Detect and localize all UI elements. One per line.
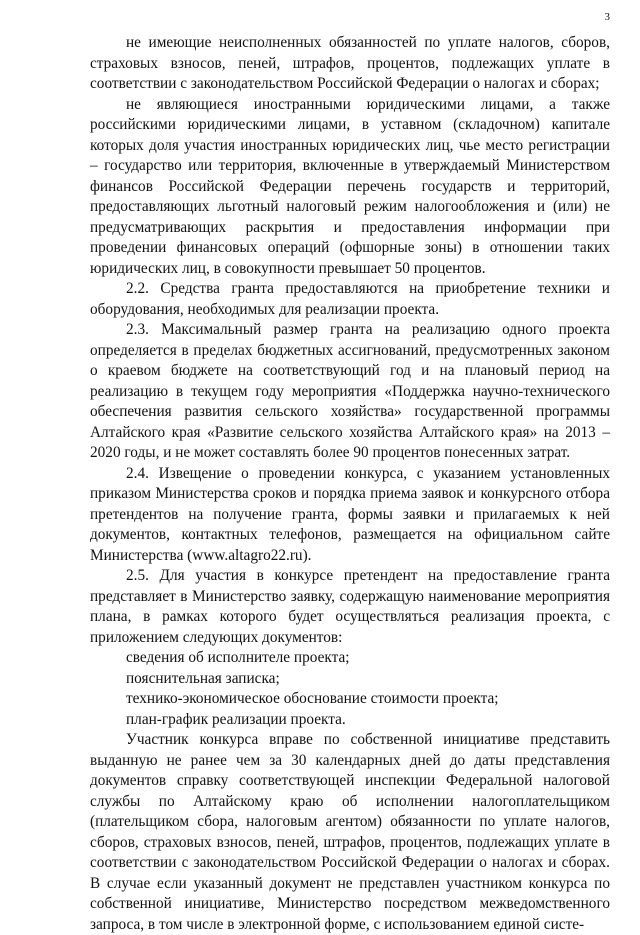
paragraph-not-foreign-entities: не являющиеся иностранными юридическими лицами, а также российскими юридическими лицами, в уставном (складочном) капитале которых доля участия иностранных юридических лиц, чье место регистрации – государство или территория, включенные в утверждаемый Министерством финансов Российской Федерации перечень государств и территорий, предоставляющих льготный налоговый режим налогообложения и (или) не предусматривающих раскрытия и предоставления информации при проведении финансовых операций (офшорные зоны) в отношении таких юридических лиц, в совокупности превышает 50 процентов. bbox=[90, 95, 610, 277]
document-body bbox=[90, 33, 610, 935]
paragraph-tax-certificate: Участник конкурса вправе по собственной инициативе представить выданную не ранее чем за 30 календарных дней до даты представления документов справку соответствующей инспекции Федеральной налоговой службы по Алтайскому краю об исполнении налогоплательщиком (плательщиком сбора, налоговым агентом) обязанности по уплате налогов, сборов, страховых взносов, пеней, штрафов, процентов, подлежащих уплате в соответствии с законодательством Российской Федерации о налогах и сборах. В случае если указанный документ не представлен участником конкурса по собственной инициативе, Министерство посредством межведомственного запроса, в том числе в электронной форме, с использованием единой систе- bbox=[90, 731, 610, 933]
list-item-feasibility-study: технико-экономическое обоснование стоимости проекта; bbox=[126, 690, 499, 707]
paragraph-2-2: 2.2. Средства гранта предоставляются на приобретение техники и оборудования, необходимых для реализации проекта. bbox=[90, 280, 610, 318]
paragraph-2-4: 2.4. Извещение о проведении конкурса, с указанием установленных приказом Министерства сроков и порядка приема заявок и конкурсного отбора претендентов на получение гранта, формы заявки и прилагаемых к ней документов, контактных телефонов, размещается на официальном сайте Министерства (www.altagro22.ru). bbox=[90, 464, 610, 564]
list-item-schedule: план-график реализации проекта. bbox=[126, 710, 346, 728]
list-item-explanatory-note: пояснительная записка; bbox=[126, 669, 280, 687]
paragraph-no-tax-debts: не имеющие неисполненных обязанностей по уплате налогов, сборов, страховых взносов, пеней, штрафов, процентов, подлежащих уплате в соответствии с законодательством Российской Федерации о налогах и сборах; bbox=[90, 34, 610, 92]
paragraph-2-3: 2.3. Максимальный размер гранта на реализацию одного проекта определяется в пределах бюджетных ассигнований, предусмотренных законом о краевом бюджете на соответствующий год и на плановый период на реализацию в текущем году мероприятия «Поддержка научно-технического обеспечения развития сельского хозяйства» государственной программы Алтайского края «Развитие сельского хозяйства Алтайского края» на 2013 – 2020 годы, и не может составлять более 90 процентов понесенных затрат. bbox=[90, 321, 610, 461]
list-item-executor-info: сведения об исполнителе проекта; bbox=[126, 649, 350, 666]
page-number: 3 bbox=[604, 11, 610, 23]
paragraph-2-5: 2.5. Для участия в конкурсе претендент на предоставление гранта представляет в Министерство заявку, содержащую наименование мероприятия плана, в рамках которого будет осуществляться реализация проекта, с приложением следующих документов: bbox=[90, 567, 610, 646]
